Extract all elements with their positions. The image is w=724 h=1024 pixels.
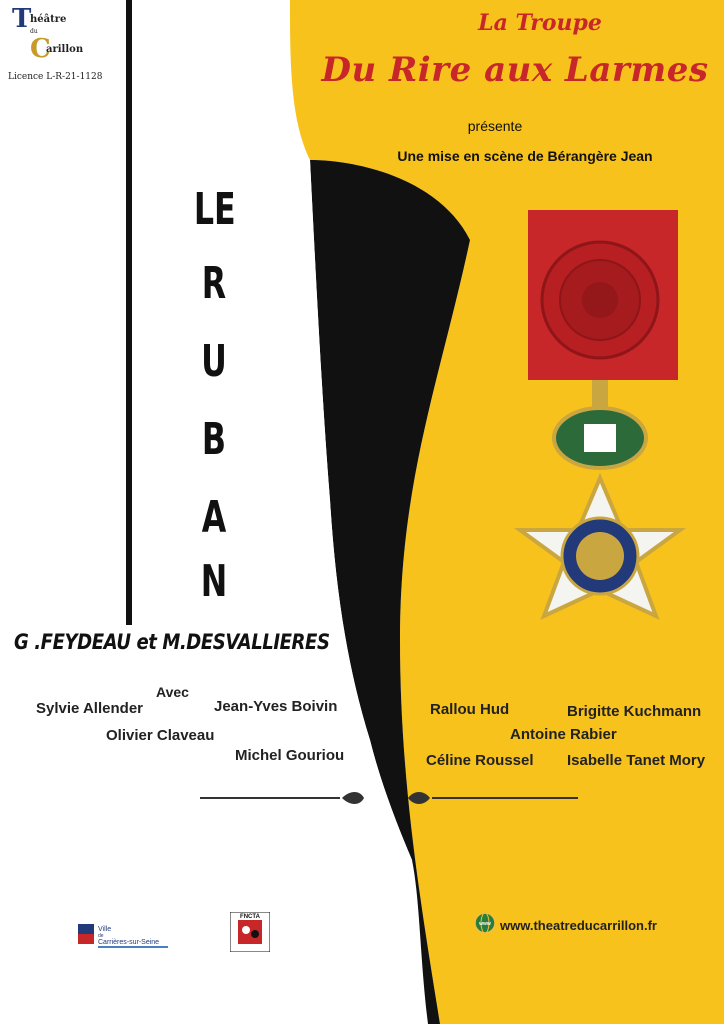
cast-member: Brigitte Kuchmann (567, 703, 702, 720)
ville-carrieres-logo (78, 922, 174, 950)
title-letter-u: U (201, 336, 227, 387)
presente-text: présente (467, 118, 523, 134)
title-letter-r: R (201, 258, 227, 309)
title-letter-a: A (201, 492, 227, 543)
logo-text-arillon: arillon (46, 44, 84, 55)
logo-letter-t: T (12, 4, 32, 34)
ville-line2: de (98, 933, 104, 939)
cast-avec: Avec (156, 684, 189, 700)
cast-member: Céline Roussel (426, 752, 534, 769)
cast-member: Rallou Hud (430, 701, 510, 718)
logo-text-heatre: héâtre (30, 14, 67, 25)
fncta-logo (230, 912, 270, 952)
www-label: www (479, 921, 491, 927)
title-letter-n: N (200, 556, 228, 607)
globe-icon (474, 912, 496, 934)
authors-credit: G .FEYDEAU et M.DESVALLIERES (14, 630, 330, 654)
website-link[interactable]: www.theatreducarrillon.fr (500, 918, 657, 933)
cast-member: Isabelle Tanet Mory (567, 752, 706, 769)
troupe-name: Du Rire aux Larmes (321, 50, 709, 90)
cast-member: Jean-Yves Boivin (214, 698, 338, 715)
vertical-stripe (126, 0, 132, 625)
troupe-label: La Troupe (478, 10, 602, 36)
licence-number: Licence L-R-21-1128 (8, 72, 103, 82)
logo-text-du: du (30, 28, 38, 35)
director-credit: Une mise en scène de Bérangère Jean (397, 148, 653, 164)
title-letter-le: LE (193, 184, 236, 235)
cast-member: Sylvie Allender (36, 700, 143, 717)
cast-member: Antoine Rabier (510, 726, 617, 743)
title-letter-b: B (201, 414, 227, 465)
cast-member: Michel Gouriou (235, 747, 345, 764)
cast-member: Olivier Claveau (106, 727, 215, 744)
ville-line1: Ville (98, 926, 112, 933)
ville-line3: Carrières-sur-Seine (98, 939, 160, 946)
fncta-text: FNCTA (240, 914, 260, 920)
logo-letter-c: C (30, 34, 51, 64)
